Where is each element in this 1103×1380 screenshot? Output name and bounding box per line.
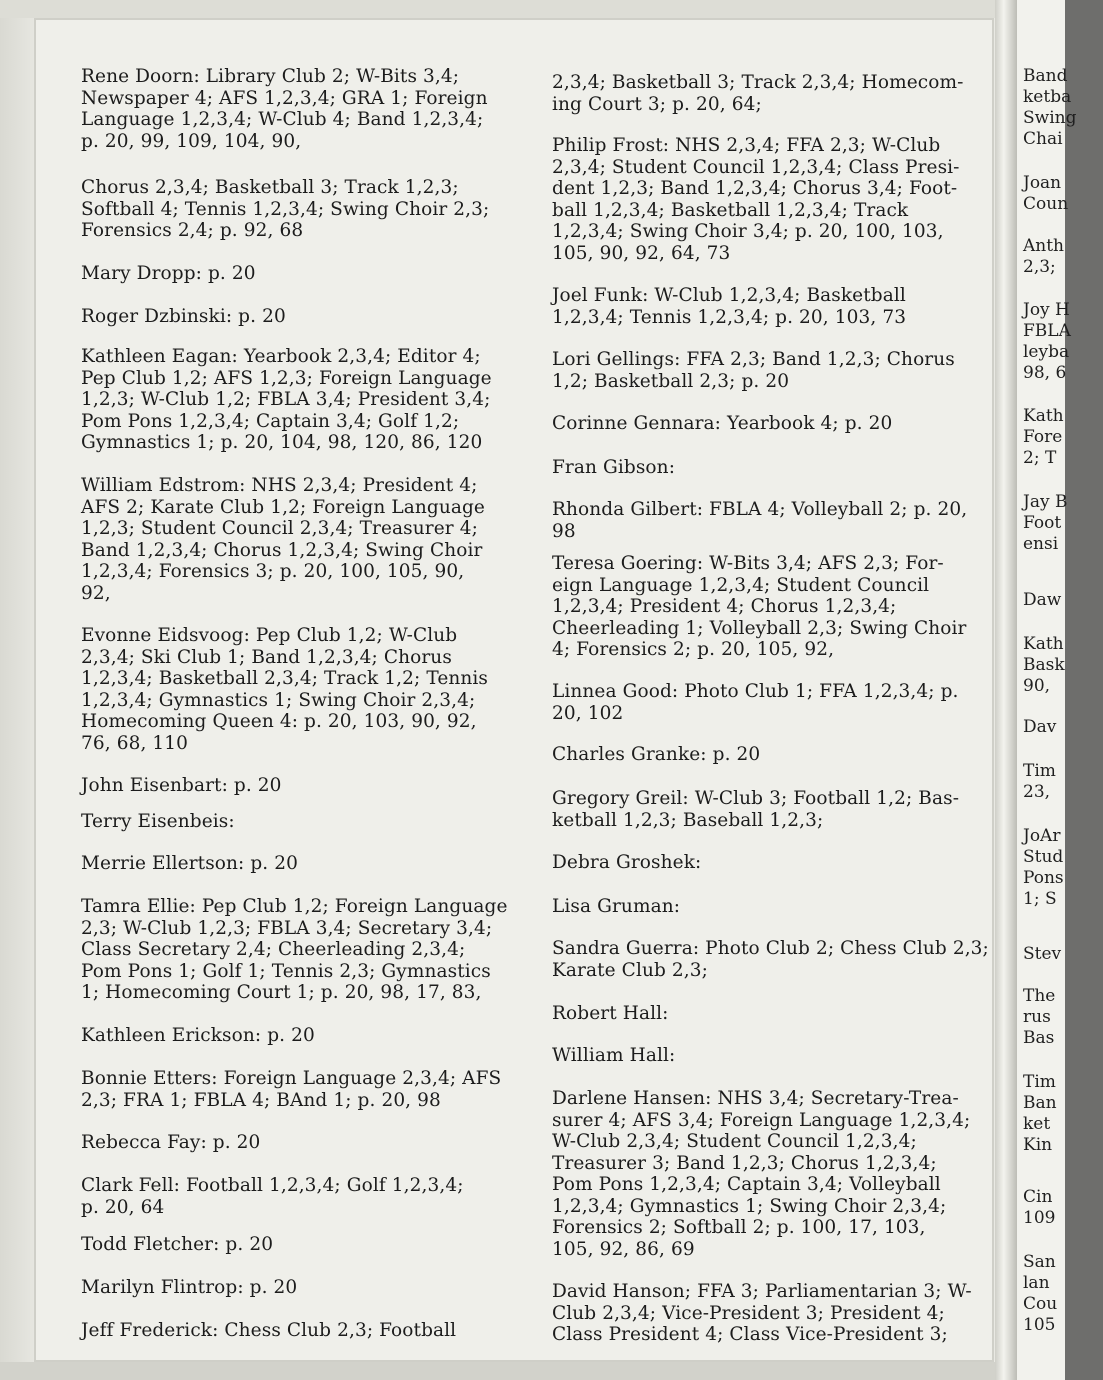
facing-page-text: San lan Cou 105 [1023,1252,1058,1335]
index-entry: Roger Dzbinski: p. 20 [81,306,286,327]
index-entry: Evonne Eidsvoog: Pep Club 1,2; W-Club 2,3,4; Ski Club 1; Band 1,2,3,4; Chorus 1,2,3,4; Basketball 2,3,4; Track 1,2; Tennis 1,2,3,4; Gymnastics 1; Swing Choir 2,3,4; Homecoming Queen 4: p. 20, 103, 90, 92, 76, 68, 110 [81,625,489,754]
page-top-edge [0,0,1000,18]
facing-page-text: Kath Bask 90, [1023,634,1065,696]
index-entry: David Hanson; FFA 3; Parliamentarian 3; W- Club 2,3,4; Vice-President 3; President 4; Class President 4; Class Vice-President 3; [552,1281,972,1345]
index-entry: Darlene Hansen: NHS 3,4; Secretary-Trea- surer 4; AFS 3,4; Foreign Language 1,2,3,4; W-Club 2,3,4; Student Council 1,2,3,4; Treasurer 3; Band 1,2,3; Chorus 1,2,3,4; Pom Pons 1,2,3,4; Captain 3,4; Volleyball 1,2,3,4; Gymnastics 1; Swing Choir 2,3,4; Forensics 2; Softball 2; p. 100, 17, 103, 105, 92, 86, 69 [552,1088,971,1260]
book-gutter [995,0,1017,1380]
facing-page-text: Daw [1023,590,1062,610]
index-entry: William Edstrom: NHS 2,3,4; President 4; AFS 2; Karate Club 1,2; Foreign Language 1,2,3; Student Council 2,3,4; Treasurer 4; Band 1,2,3,4; Chorus 1,2,3,4; Swing Choir 1,2,3,4; Forensics 3; p. 20, 100, 105, 90, 92, [81,475,485,604]
index-entry: Debra Groshek: [552,852,702,873]
index-entry: Gregory Greil: W-Club 3; Football 1,2; Bas- ketball 1,2,3; Baseball 1,2,3; [552,788,960,831]
index-entry: Merrie Ellertson: p. 20 [81,853,298,874]
index-entry: 2,3,4; Basketball 3; Track 2,3,4; Homecom- ing Court 3; p. 20, 64; [552,72,964,115]
index-entry: Lori Gellings: FFA 2,3; Band 1,2,3; Chorus 1,2; Basketball 2,3; p. 20 [552,349,955,392]
facing-page-fragment [1017,0,1077,1380]
index-entry: Teresa Goering: W-Bits 3,4; AFS 2,3; For- eign Language 1,2,3,4; Student Council 1,2,3,4; President 4; Chorus 1,2,3,4; Cheerleading 1; Volleyball 2,3; Swing Choir 4; Forensics 2; p. 20, 105, 92, [552,553,967,660]
index-entry: Tamra Ellie: Pep Club 1,2; Foreign Language 2,3; W-Club 1,2,3; FBLA 3,4; Secretary 3,4; Class Secretary 2,4; Cheerleading 2,3,4; Pom Pons 1; Golf 1; Tennis 2,3; Gymnastics 1; Homecoming Court 1; p. 20, 98, 17, 83, [81,896,508,1003]
index-entry: Robert Hall: [552,1003,669,1024]
index-entry: Joel Funk: W-Club 1,2,3,4; Basketball 1,2,3,4; Tennis 1,2,3,4; p. 20, 103, 73 [552,285,907,328]
facing-page-text: Kath Fore 2; T [1023,406,1064,468]
index-entry: Clark Fell: Football 1,2,3,4; Golf 1,2,3,4; p. 20, 64 [81,1175,464,1218]
page-left-edge [0,0,34,1380]
facing-page-text: Cin 109 [1023,1187,1056,1228]
facing-page-text: Tim 23, [1023,761,1056,802]
facing-page-text: JoAr Stud Pons 1; S [1023,826,1064,909]
facing-page-text: The rus Bas [1023,986,1056,1048]
facing-page-text: Joy H FBLA leyba 98, 6 [1023,300,1071,383]
index-entry: Kathleen Erickson: p. 20 [81,1025,315,1046]
index-entry: Rebecca Fay: p. 20 [81,1132,261,1153]
facing-page-text: Anth 2,3; [1023,236,1065,277]
index-entry: Sandra Guerra: Photo Club 2; Chess Club 2,3; Karate Club 2,3; [552,938,989,981]
index-entry: Fran Gibson: [552,457,676,478]
facing-page-text: Band ketba Swing Chai [1023,66,1077,149]
index-entry: Rhonda Gilbert: FBLA 4; Volleyball 2; p. 20, 98 [552,499,968,542]
index-entry: Corinne Gennara: Yearbook 4; p. 20 [552,413,893,434]
index-entry: Terry Eisenbeis: [81,811,235,832]
index-entry: Philip Frost: NHS 2,3,4; FFA 2,3; W-Club 2,3,4; Student Council 1,2,3,4; Class Presi- dent 1,2,3; Band 1,2,3,4; Chorus 3,4; Foot- ball 1,2,3,4; Basketball 1,2,3,4; Track 1,2,3,4; Swing Choir 3,4; p. 20, 100, 103, 105, 90, 92, 64, 73 [552,135,960,264]
index-entry: Lisa Gruman: [552,896,681,917]
facing-page-text: Tim Ban ket Kin [1023,1072,1057,1155]
index-entry: Marilyn Flintrop: p. 20 [81,1277,298,1298]
facing-page-text: Jay B Foot ensi [1023,492,1068,554]
facing-page-text: Stev [1023,944,1062,964]
index-entry: John Eisenbart: p. 20 [81,775,282,796]
index-entry: Bonnie Etters: Foreign Language 2,3,4; AFS 2,3; FRA 1; FBLA 4; BAnd 1; p. 20, 98 [81,1068,502,1111]
index-entry: William Hall: [552,1045,676,1066]
page-bottom-edge [0,1362,1000,1380]
index-entry: Chorus 2,3,4; Basketball 3; Track 1,2,3; Softball 4; Tennis 1,2,3,4; Swing Choir 2,3; Forensics 2,4; p. 92, 68 [81,177,490,241]
index-entry: Mary Dropp: p. 20 [81,263,256,284]
facing-page-text: Joan Coun [1023,173,1069,214]
index-entry: Todd Fletcher: p. 20 [81,1234,274,1255]
index-entry: Kathleen Eagan: Yearbook 2,3,4; Editor 4; Pep Club 1,2; AFS 1,2,3; Foreign Language 1,2,3; W-Club 1,2; FBLA 3,4; President 3,4; Pom Pons 1,2,3,4; Captain 3,4; Golf 1,2; Gymnastics 1; p. 20, 104, 98, 120, 86, 120 [81,346,492,453]
index-entry: Linnea Good: Photo Club 1; FFA 1,2,3,4; p. 20, 102 [552,681,959,724]
index-entry: Charles Granke: p. 20 [552,744,761,765]
facing-page-text: Dav [1023,717,1057,737]
index-entry: Rene Doorn: Library Club 2; W-Bits 3,4; Newspaper 4; AFS 1,2,3,4; GRA 1; Foreign Language 1,2,3,4; W-Club 4; Band 1,2,3,4; p. 20, 99, 109, 104, 90, [81,66,488,152]
index-entry: Jeff Frederick: Chess Club 2,3; Football [81,1320,457,1341]
